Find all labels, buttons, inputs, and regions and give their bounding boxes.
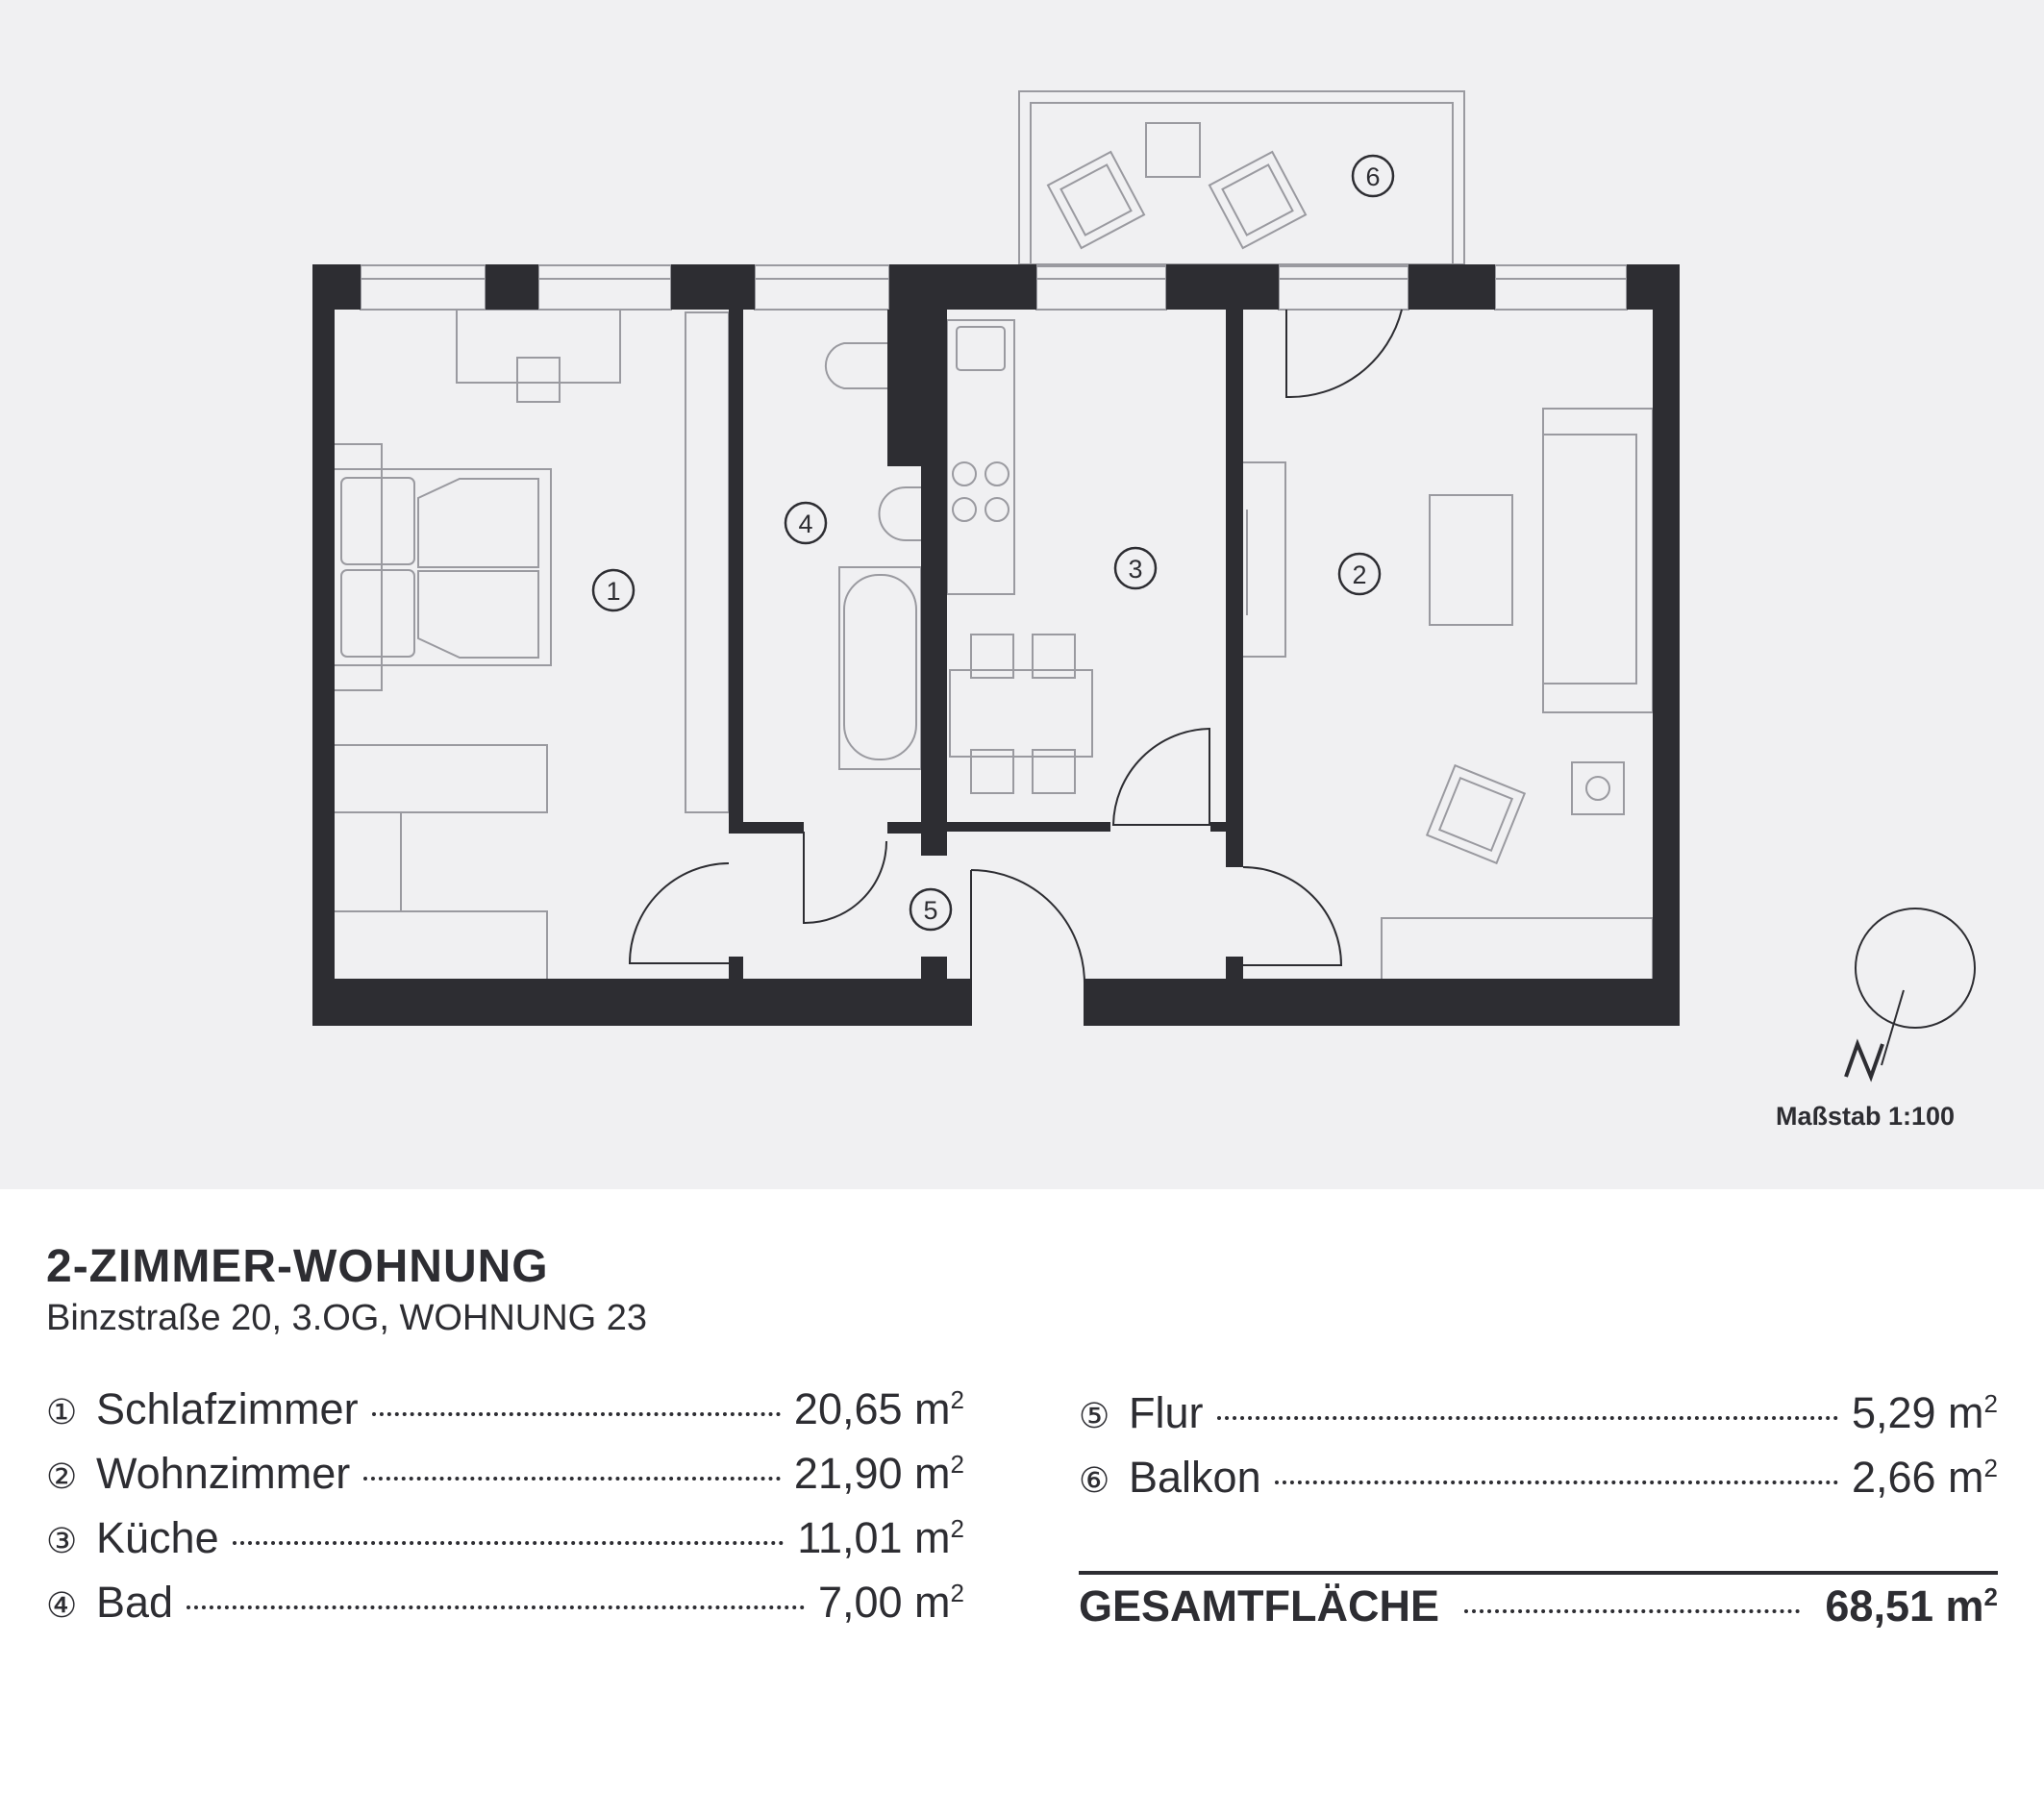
marker-3-text: 3 [1128,555,1143,584]
marker-4-text: 4 [798,510,813,538]
shelf-living [1382,918,1653,985]
marker-6-text: 6 [1365,162,1381,191]
pillow [341,570,414,657]
shelf [334,812,401,911]
scale-label: Maßstab 1:100 [1775,1102,1956,1131]
kitchen-sink [957,327,1005,370]
sink [880,487,924,540]
marker-2-text: 2 [1352,560,1367,589]
total-row [1079,1581,1998,1639]
wardrobe [334,911,547,981]
room-row-schlafzimmer: ① Schlafzimmer 20,65 $m^2$ [46,1384,964,1433]
furniture [334,310,1653,985]
chair [971,635,1013,678]
balcony-table [1146,123,1200,177]
north-arrow [1846,908,1975,1077]
pillow [341,478,414,564]
balcony-chair [1048,152,1144,248]
marker-5-text: 5 [923,896,938,925]
doors [630,310,1402,1026]
room-row-flur: ⑤ Flur 5,29 $m^2$ [1079,1388,1998,1437]
room-row-bad: ④ Bad 7,00 $m^2$ [46,1578,964,1627]
bathtub-outer [839,567,921,769]
balcony [1019,91,1464,266]
room-row-wohnzimmer: ② Wohnzimmer 21,90 $m^2$ [46,1449,964,1498]
hob [953,462,976,485]
address: Binzstraße 20, 3.OG, WOHNUNG 23 [46,1298,648,1338]
total-label: GESAMTFLÄCHE [1079,1581,1439,1630]
tv-board [1242,462,1285,657]
side-table [1572,762,1624,814]
toilet [826,343,888,388]
room-row-balkon: ⑥ Balkon 2,66 $m^2$ [1079,1453,1998,1502]
dining-table [950,670,1092,757]
room-row-kueche: ③ Küche 11,01 $m^2$ [46,1513,964,1562]
total-divider [1079,1571,1998,1575]
coffee-table [1430,495,1512,625]
page-title: 2-ZIMMER-WOHNUNG [46,1241,549,1292]
blanket [418,571,538,658]
sofa [1543,435,1636,684]
desk [457,310,620,383]
blanket [418,479,538,567]
marker-1-text: 1 [606,577,621,606]
total-value: 68,51 $m^2$ [1825,1581,1998,1630]
bathtub [844,575,916,759]
closet [685,312,729,812]
dresser [334,745,547,812]
balcony-chair [1209,152,1306,248]
armchair [1427,765,1525,863]
north-icon [1846,1044,1882,1077]
desk-chair [517,358,560,402]
